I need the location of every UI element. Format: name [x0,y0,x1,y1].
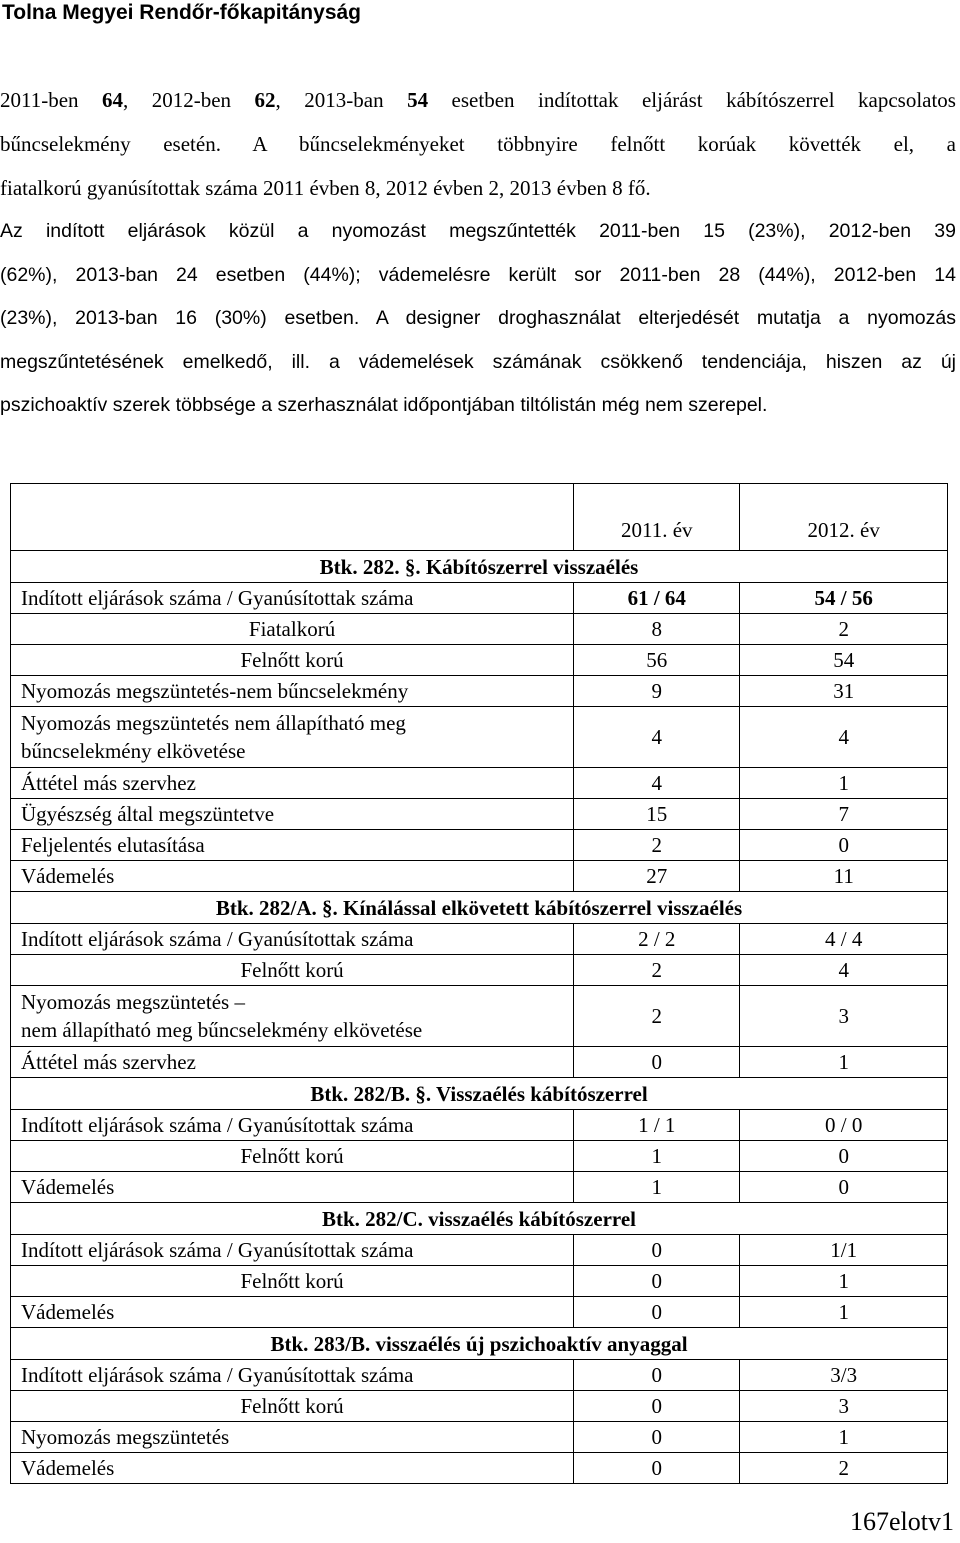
row-label: Áttétel más szervhez [11,768,574,799]
value-2011: 1 [574,1172,740,1203]
row-label: Ügyészség által megszüntetve [11,799,574,830]
table-row [11,1110,948,1141]
year-header-row [11,484,948,551]
row-label-line-1: Nyomozás megszüntetés – [21,990,245,1014]
value-2012: 7 [740,799,948,830]
section-title-row [11,1078,948,1110]
value-2012: 0 [740,1172,948,1203]
value-2011: 4 [574,768,740,799]
row-label: Felnőtt korú [11,645,574,676]
value-2011: 0 [574,1391,740,1422]
intro-paragraph [0,78,956,210]
table-row [11,768,948,799]
row-label: Felnőtt korú [11,1266,574,1297]
section-283b-title: Btk. 283/B. visszaélés új pszichoaktív anyaggal [11,1328,948,1360]
row-label: Indított eljárások száma / Gyanúsítottak száma [11,1360,574,1391]
table-row [11,676,948,707]
analysis-line-5: pszichoaktív szerek többsége a szerhasználat időpontjában tiltólistán még nem szerepel. [0,394,768,416]
value-2011: 9 [574,676,740,707]
value-2011: 1 / 1 [574,1110,740,1141]
value-2012: 3 [740,986,948,1047]
value-2011: 2 [574,830,740,861]
value-2011: 8 [574,614,740,645]
table-row [11,583,948,614]
row-label: Felnőtt korú [11,1391,574,1422]
row-label: Vádemelés [11,1297,574,1328]
value-2012: 2 [740,1453,948,1484]
value-2012: 0 [740,830,948,861]
table-row [11,986,948,1047]
value-2011: 27 [574,861,740,892]
row-label: Indított eljárások száma / Gyanúsítottak száma [11,1110,574,1141]
row-label: Vádemelés [11,861,574,892]
organization-header: Tolna Megyei Rendőr-főkapitányság [2,1,361,24]
row-label-line-2: bűncselekmény elkövetése [21,739,246,763]
table-row [11,924,948,955]
value-2012: 1 [740,1297,948,1328]
section-title-row [11,1328,948,1360]
table-row [11,1141,948,1172]
analysis-paragraph [0,210,956,428]
row-label: Felnőtt korú [11,1141,574,1172]
section-282a-title: Btk. 282/A. §. Kínálással elkövetett kábítószerrel visszaélés [11,892,948,924]
value-2011: 0 [574,1235,740,1266]
analysis-line-4: megszűntetésének emelkedő, ill. a vádemelések számának csökkenő tendenciája, hiszen az új [0,350,956,373]
table-row [11,614,948,645]
row-label: Áttétel más szervhez [11,1047,574,1078]
table-row [11,955,948,986]
row-label: Vádemelés [11,1172,574,1203]
value-2011: 61 / 64 [574,583,740,614]
value-2012: 11 [740,861,948,892]
table-row [11,645,948,676]
value-2011: 0 [574,1297,740,1328]
value-2012: 3/3 [740,1360,948,1391]
table-row [11,707,948,768]
year-2012-header: 2012. év [740,484,948,551]
value-2012: 0 / 0 [740,1110,948,1141]
statistics-table [10,483,948,1484]
row-label: Feljelentés elutasítása [11,830,574,861]
table-row [11,1172,948,1203]
table-row [11,1235,948,1266]
value-2012: 4 [740,955,948,986]
table-row [11,1266,948,1297]
row-label: Indított eljárások száma / Gyanúsítottak száma [11,1235,574,1266]
table-row [11,861,948,892]
document-code: 167elotv1 [850,1507,954,1536]
value-2011: 15 [574,799,740,830]
table-row [11,1360,948,1391]
section-282c-title: Btk. 282/C. visszaélés kábítószerrel [11,1203,948,1235]
row-label: Felnőtt korú [11,955,574,986]
table-row [11,1422,948,1453]
section-title-row [11,551,948,583]
value-2012: 0 [740,1141,948,1172]
value-2012: 2 [740,614,948,645]
year-2011-header: 2011. év [574,484,740,551]
value-2012: 4 / 4 [740,924,948,955]
value-2011: 0 [574,1047,740,1078]
analysis-line-1: Az indított eljárások közül a nyomozást megszűntették 2011-ben 15 (23%), 2012-ben 39 [0,220,956,242]
value-2012: 54 / 56 [740,583,948,614]
blank-header-cell [11,484,574,551]
value-2011: 2 [574,955,740,986]
value-2011: 2 / 2 [574,924,740,955]
row-label-line-1: Nyomozás megszüntetés nem állapítható meg [21,711,406,735]
value-2012: 1/1 [740,1235,948,1266]
section-282-title: Btk. 282. §. Kábítószerrel visszaélés [11,551,948,583]
row-label: Nyomozás megszüntetés [11,1422,574,1453]
row-label: Nyomozás megszüntetés-nem bűncselekmény [11,676,574,707]
intro-line-2: bűncselekmény esetén. A bűncselekményeket többnyire felnőtt korúak követték el, a [0,132,956,156]
value-2012: 1 [740,1047,948,1078]
row-label: Indított eljárások száma / Gyanúsítottak száma [11,924,574,955]
value-2012: 1 [740,768,948,799]
value-2012: 54 [740,645,948,676]
value-2011: 2 [574,986,740,1047]
table-row [11,799,948,830]
section-282b-title: Btk. 282/B. §. Visszaélés kábítószerrel [11,1078,948,1110]
row-label [11,986,574,1047]
section-title-row [11,1203,948,1235]
analysis-line-2: (62%), 2013-ban 24 esetben (44%); vádemelésre került sor 2011-ben 28 (44%), 2012-ben 14 [0,263,956,286]
intro-line-1: 2011-ben 64, 2012-ben 62, 2013-ban 54 esetben indítottak eljárást kábítószerrel kapcsolatos [0,88,956,112]
analysis-line-3: (23%), 2013-ban 16 (30%) esetben. A designer droghasználat elterjedését mutatja a nyomozás [0,307,956,329]
value-2011: 0 [574,1453,740,1484]
table-row [11,1297,948,1328]
value-2011: 4 [574,707,740,768]
value-2012: 31 [740,676,948,707]
value-2011: 0 [574,1360,740,1391]
value-2012: 1 [740,1266,948,1297]
value-2011: 0 [574,1266,740,1297]
row-label-line-2: nem állapítható meg bűncselekmény elkövetése [21,1018,423,1042]
value-2012: 3 [740,1391,948,1422]
row-label: Vádemelés [11,1453,574,1484]
value-2011: 0 [574,1422,740,1453]
intro-line-3: fiatalkorú gyanúsítottak száma 2011 évben 8, 2012 évben 2, 2013 évben 8 fő. [0,176,651,200]
table-row [11,830,948,861]
section-title-row [11,892,948,924]
table-row [11,1391,948,1422]
table-row [11,1453,948,1484]
value-2012: 4 [740,707,948,768]
row-label: Indított eljárások száma / Gyanúsítottak száma [11,583,574,614]
row-label: Fiatalkorú [11,614,574,645]
row-label [11,707,574,768]
value-2012: 1 [740,1422,948,1453]
table-row [11,1047,948,1078]
value-2011: 56 [574,645,740,676]
value-2011: 1 [574,1141,740,1172]
